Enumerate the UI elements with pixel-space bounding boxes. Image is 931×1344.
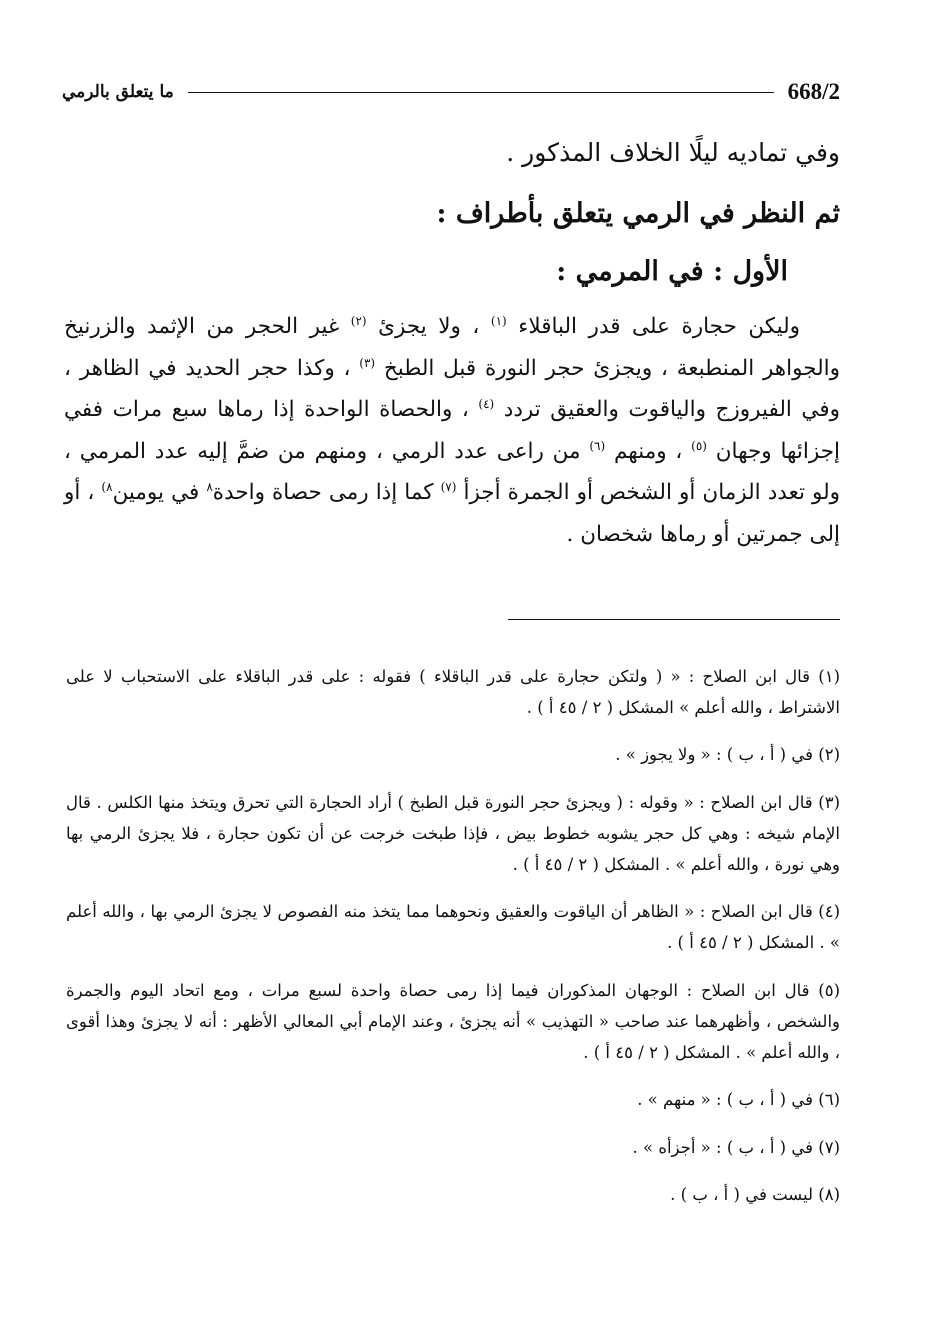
main-text: [64, 128, 840, 577]
text-segment: ، أو إلى جمرتين أو رماها شخصان .: [64, 480, 840, 547]
text-segment: كما إذا رمى حصاة واحدة: [212, 480, 434, 505]
footnote-ref: (٧): [440, 479, 457, 494]
running-title: ما يتعلق بالرمي: [62, 82, 174, 102]
footnote-ref: (٥): [691, 438, 707, 453]
footnote-ref: ٨): [101, 479, 113, 494]
closing-line: وفي تماديه ليلًا الخلاف المذكور .: [506, 138, 840, 167]
footnote: (١) قال ابن الصلاح : « ( ولتكن حجارة على قدر الباقلاء ) فقوله : على قدر الباقلاء على الاستحباب لا على الاشتراط ، والله أعلم » المشكل ( ٢ / ٤٥ أ ) .: [66, 666, 840, 717]
body-paragraph: [64, 306, 840, 555]
text-segment: وليكن حجارة على قدر الباقلاء: [518, 314, 800, 339]
footnote: (٧) في ( أ ، ب ) : « أجزأه » .: [632, 1137, 840, 1157]
text-segment: ، والحصاة الواحدة إذا رماها سبع مرات ففي إجزائها وجهان: [64, 397, 841, 464]
footnote: (٦) في ( أ ، ب ) : « منهم » .: [637, 1090, 840, 1109]
text-segment: ، ولا يجزئ: [378, 314, 480, 339]
footnote: (٣) قال ابن الصلاح : « وقوله : ( ويجزئ حجر النورة قبل الطبخ ) أراد الحجارة التي تحرق ويتخذ منها الكلس . قال الإمام شيخه : وهي كل حجر يشوبه خطوط بيض ، فإذا طبخت خرجت عن أن تكون حجارة ، فلا يجزئ الرمي بها وهي نورة ، والله أعلم » . المشكل ( ٢ / ٤٥ أ ) .: [66, 792, 840, 874]
footnote: (٢) في ( أ ، ب ) : « ولا يجوز » .: [615, 745, 840, 764]
footnote-separator: [508, 619, 840, 620]
footnote-ref: ٨: [206, 479, 213, 494]
footnote-ref: (٣): [359, 355, 376, 370]
header-rule: [188, 92, 774, 93]
text-segment: ، ومنهم: [613, 438, 683, 464]
text-segment: غير الحجر من الإثمد والزرنيخ والجواهر المنطبعة ، ويجزئ حجر النورة قبل الطبخ: [64, 314, 841, 381]
footnote-ref: (٢): [350, 313, 367, 328]
text-segment: من راعى عدد الرمي ، ومنهم من ضمَّ إليه عدد المرمي ، ولو تعدد الزمان أو الشخص أو الجمرة أجزأ: [64, 438, 841, 505]
footnote: (٤) قال ابن الصلاح : « الظاهر أن الياقوت والعقيق ونحوهما مما يتخذ منه الفصوص لا يجزئ الرمي بها ، والله أعلم » . المشكل ( ٢ / ٤٥ أ ) .: [66, 902, 840, 952]
footnote: (٥) قال ابن الصلاح : الوجهان المذكوران فيما إذا رمى حصاة واحدة لسبع مرات ، ومع اتحاد اليوم والجمرة والشخص ، وأظهرهما عند صاحب « التهذيب » أنه يجزئ ، وعند الإمام أبي المعالي الأظهر : أنه لا يجزئ وهذا أقوى ، والله أعلم » . المشكل ( ٢ / ٤٥ أ ) .: [66, 980, 840, 1062]
footnote-ref: (٤): [478, 396, 495, 411]
text-segment: في يومين: [112, 480, 200, 505]
text-segment: ، وكذا حجر الحديد في الظاهر ، وفي الفيروزج والياقوت والعقيق تردد: [64, 355, 840, 422]
page-number: 668/2: [787, 79, 840, 104]
footnote: (٨) ليست في ( أ ، ب ) .: [670, 1185, 840, 1204]
footnote-ref: (٦): [589, 438, 606, 453]
footnotes: [66, 644, 840, 1218]
subsection-heading: الأول : في المرمي :: [556, 256, 788, 287]
section-heading: ثم النظر في الرمي يتعلق بأطراف :: [436, 198, 840, 229]
footnote-ref: (١): [490, 313, 507, 328]
running-header: [62, 72, 840, 112]
